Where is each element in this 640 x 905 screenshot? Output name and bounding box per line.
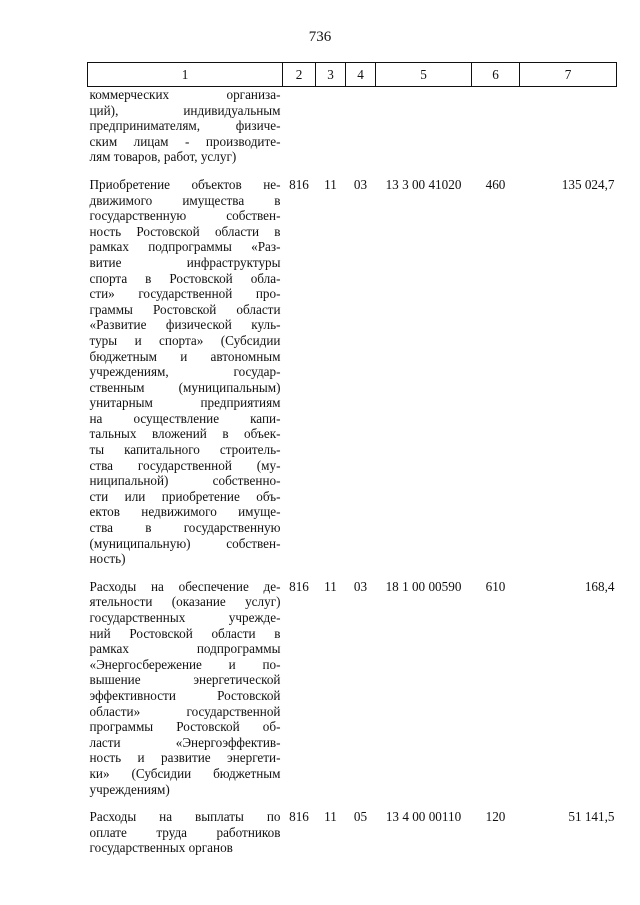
section-code-cell xyxy=(316,87,346,165)
description-cell xyxy=(88,87,283,165)
description-line: ственным (муниципальным) xyxy=(89,379,281,395)
description-line: ность и развитие энергети- xyxy=(89,750,281,766)
section-code-cell: 11 xyxy=(324,809,337,825)
description-line: области» государственной xyxy=(89,703,281,719)
description-line: на осуществление капи- xyxy=(89,410,281,426)
description-line: спорта в Ростовской обла- xyxy=(89,270,281,286)
header-cell: 5 xyxy=(376,63,472,87)
table-row xyxy=(88,579,617,797)
description-line: сти или приобретение объ- xyxy=(89,488,281,504)
header-cell: 4 xyxy=(346,63,376,87)
description-line: государственных органов xyxy=(89,840,233,856)
expense-type-cell: 120 xyxy=(485,809,506,825)
description-line: движимого имущества в xyxy=(89,192,281,208)
description-line: рамках подпрограммы «Раз- xyxy=(89,239,281,255)
subsection-code-cell: 05 xyxy=(353,809,368,825)
description-line: рамках подпрограммы xyxy=(89,641,281,657)
description-line: учреждениям, государ- xyxy=(89,364,281,380)
description-line: граммы Ростовской области xyxy=(89,301,281,317)
description-line: программы Ростовской об- xyxy=(89,719,281,735)
amount-cell xyxy=(520,87,617,165)
description-line: туры и спорта» (Субсидии xyxy=(89,332,281,348)
description-line: «Развитие физической куль- xyxy=(89,317,281,333)
description-line: ектов недвижимого имуще- xyxy=(89,504,281,520)
row-spacer xyxy=(88,567,617,579)
ministry-code-cell: 816 xyxy=(289,578,309,594)
subsection-code-cell: 03 xyxy=(353,176,368,192)
ministry-code-cell xyxy=(283,87,316,165)
description-cell xyxy=(88,809,283,856)
page-number: 736 xyxy=(308,29,332,45)
description-line: ций), индивидуальным xyxy=(89,102,281,118)
description-line: ства государственной (му- xyxy=(89,457,281,473)
description-line: ность Ростовской области в xyxy=(89,223,281,239)
header-cell: 6 xyxy=(472,63,520,87)
expense-type-cell: 460 xyxy=(485,176,506,192)
description-line: ятельности (оказание услуг) xyxy=(89,594,281,610)
description-line: тальных вложений в объек- xyxy=(89,426,281,442)
description-line: эффективности Ростовской xyxy=(89,687,281,703)
section-code-cell: 11 xyxy=(324,176,337,192)
description-line: Приобретение объектов не- xyxy=(89,176,281,192)
target-item-cell xyxy=(376,87,472,165)
description-line: Расходы на обеспечение де- xyxy=(89,578,281,594)
spacer-cell xyxy=(88,165,617,177)
description-line: (муниципальную) собствен- xyxy=(89,535,281,551)
expense-type-cell xyxy=(472,87,520,165)
description-line: ства в государственную xyxy=(89,520,281,536)
table-row xyxy=(88,87,617,165)
description-cell xyxy=(88,177,283,567)
header-cell: 1 xyxy=(88,63,283,87)
amount-cell: 168,4 xyxy=(584,578,615,594)
row-spacer xyxy=(88,797,617,809)
description-line: вышение энергетической xyxy=(89,672,281,688)
amount-cell: 51 141,5 xyxy=(568,809,615,825)
table-row xyxy=(88,809,617,856)
description-cell xyxy=(88,579,283,797)
table-row xyxy=(88,177,617,567)
row-spacer xyxy=(88,165,617,177)
description-line: ниципальной) собственно- xyxy=(89,473,281,489)
ministry-code-cell: 816 xyxy=(289,176,309,192)
description-line: ским лицам - производите- xyxy=(89,133,281,149)
description-line: бюджетным и автономным xyxy=(89,348,281,364)
expense-type-cell: 610 xyxy=(485,578,506,594)
description-line: ки» (Субсидии бюджетным xyxy=(89,765,281,781)
description-line: ласти «Энергоэффектив- xyxy=(89,734,281,750)
ministry-code-cell: 816 xyxy=(289,809,309,825)
description-line: Расходы на выплаты по xyxy=(89,809,281,825)
description-line: «Энергосбережение и по- xyxy=(89,656,281,672)
header-cell: 7 xyxy=(520,63,617,87)
description-line: ты капитального строитель- xyxy=(89,442,281,458)
description-line: коммерческих организа- xyxy=(89,87,281,102)
description-line: сти» государственной про- xyxy=(89,286,281,302)
table-body xyxy=(88,87,617,856)
subsection-code-cell: 03 xyxy=(353,578,368,594)
header-row xyxy=(88,63,617,87)
target-item-cell: 13 3 00 41020 xyxy=(385,176,462,192)
description-line: унитарным предприятиям xyxy=(89,395,281,411)
spacer-cell xyxy=(88,567,617,579)
description-line: государственных учрежде- xyxy=(89,610,281,625)
description-line: ний Ростовской области в xyxy=(89,625,281,641)
amount-cell: 135 024,7 xyxy=(561,176,615,192)
description-line: лям товаров, работ, услуг) xyxy=(89,149,237,165)
section-code-cell: 11 xyxy=(324,578,337,594)
description-line: учреждениям) xyxy=(89,781,170,797)
header-cell: 3 xyxy=(316,63,346,87)
description-line: витие инфраструктуры xyxy=(89,254,281,270)
target-item-cell: 18 1 00 00590 xyxy=(385,578,462,594)
header-cell: 2 xyxy=(283,63,316,87)
budget-table xyxy=(87,62,617,856)
subsection-code-cell xyxy=(346,87,376,165)
description-line: предпринимателям, физиче- xyxy=(89,118,281,134)
description-line: ность) xyxy=(89,551,126,567)
target-item-cell: 13 4 00 00110 xyxy=(385,809,462,825)
description-line: оплате труда работников xyxy=(89,824,281,840)
spacer-cell xyxy=(88,797,617,809)
description-line: государственную собствен- xyxy=(89,208,281,224)
